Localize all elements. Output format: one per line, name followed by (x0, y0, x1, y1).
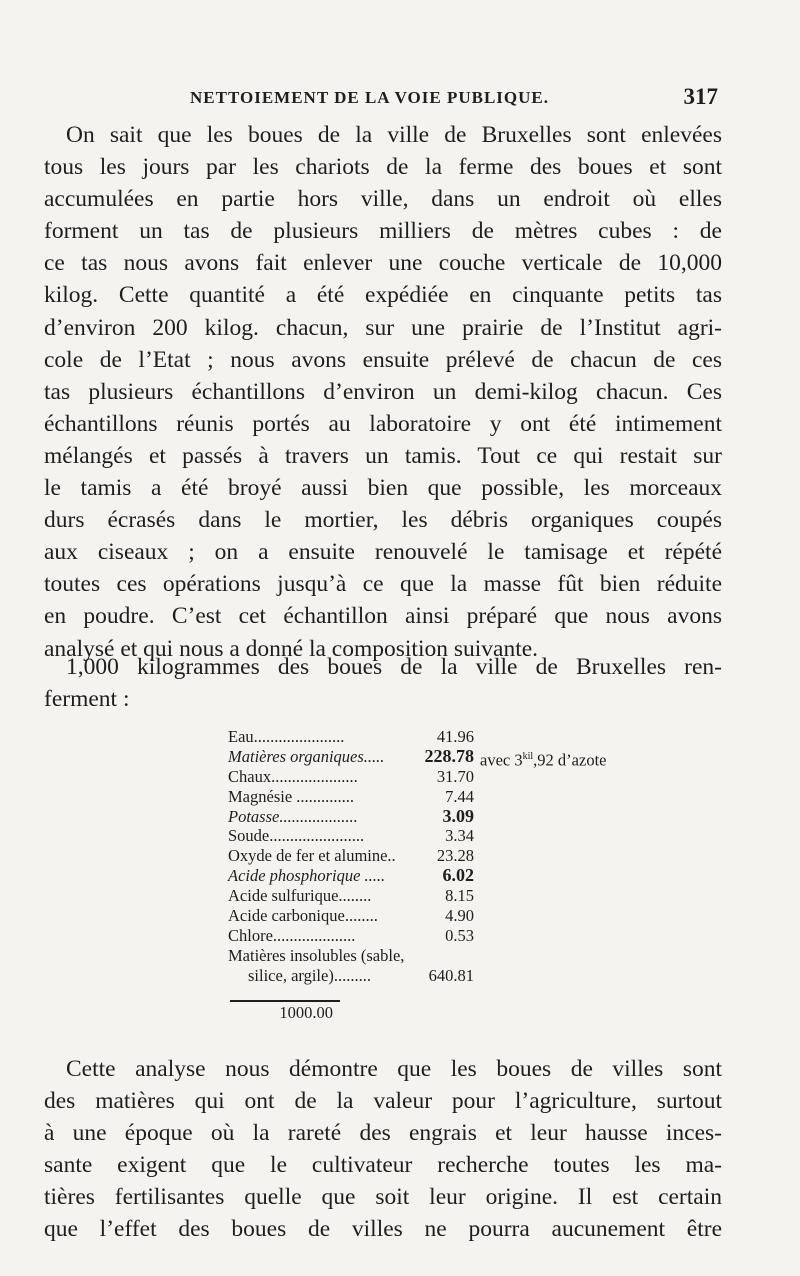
text-line: à une époque où la rareté des engrais et leur hausse inces- (44, 1120, 722, 1147)
table-row (228, 745, 788, 770)
text-line: échantillons réunis portés au laboratoire y ont été intimement (44, 410, 722, 437)
text-line: ferment : (44, 686, 130, 713)
component-label: silice, argile)......... (248, 965, 371, 985)
total-rule (230, 1000, 340, 1002)
text-line: cole de l’Etat ; nous avons ensuite prélevé de chacun de ces (44, 346, 722, 373)
text-line: des matières qui ont de la valeur pour l’agriculture, surtout (44, 1088, 722, 1115)
component-label: Acide carbonique........ (228, 906, 378, 926)
composition-total: 1000.00 (279, 1003, 333, 1022)
text-line: kilog. Cette quantité a été expédiée en cinquante petits tas (44, 282, 722, 309)
table-row (228, 807, 788, 827)
component-value: 640.81 (428, 965, 474, 985)
text-line: accumulées en partie hors ville, dans un endroit où elles (44, 186, 722, 213)
text-line: que l’effet des boues de villes ne pourra aucunement être (44, 1216, 722, 1243)
component-label: Soude....................... (228, 826, 365, 846)
table-row (228, 866, 788, 886)
component-label: Acide sulfurique........ (228, 886, 372, 906)
component-value: 6.02 (442, 865, 474, 886)
text-line: aux ciseaux ; on a ensuite renouvelé le tamisage et répété (44, 539, 722, 566)
component-value: 41.96 (436, 727, 474, 746)
text-line: d’environ 200 kilog. chacun, sur une prairie de l’Institut agri- (44, 314, 722, 341)
text-line: en poudre. C’est cet échantillon ainsi préparé que nous avons (44, 603, 722, 630)
text-line: le tamis a été broyé aussi bien que possible, les morceaux (44, 475, 722, 502)
component-value: 23.28 (436, 846, 474, 866)
nitrogen-note-text: avec 3 (480, 750, 523, 770)
table-row (228, 787, 788, 807)
text-line: analysé et qui nous a donné la composition suivante. (44, 635, 539, 662)
text-line: tous les jours par les chariots de la ferme des boues et sont (44, 154, 722, 181)
paragraph-conclusion (44, 1053, 722, 1246)
text-line: On sait que les boues de la ville de Bruxelles sont enlevées (66, 122, 722, 148)
component-label: Matières insolubles (sable, (228, 945, 405, 965)
component-label: Acide phosphorique ..... (228, 866, 386, 886)
table-row (228, 727, 788, 747)
component-label: Eau...................... (228, 727, 345, 746)
composition-table (228, 727, 788, 986)
paragraph-composition-intro (44, 651, 722, 715)
table-row (228, 926, 788, 946)
component-label: Chaux..................... (228, 766, 358, 786)
component-label: Potasse................... (228, 806, 358, 826)
running-title: NETTOIEMENT DE LA VOIE PUBLIQUE. (190, 88, 550, 107)
component-value: 8.15 (445, 886, 474, 906)
table-row (228, 826, 788, 846)
table-row (228, 906, 788, 926)
component-label: Oxyde de fer et alumine.. (228, 846, 396, 866)
text-line: toutes ces opérations jusqu’à ce que la masse fût bien réduite (44, 571, 722, 598)
nitrogen-note-rest: ,92 d’azote (533, 750, 607, 770)
component-value: 31.70 (436, 766, 474, 786)
component-value: 228.78 (424, 745, 474, 766)
component-label: Chlore.................... (228, 925, 356, 945)
table-row (228, 767, 788, 787)
text-line: tas plusieurs échantillons d’environ un demi-kilog chacun. Ces (44, 378, 722, 405)
component-value: 3.34 (445, 826, 474, 846)
text-line: ce tas nous avons fait enlever une couche verticale de 10,000 (44, 250, 722, 277)
table-row (228, 846, 788, 866)
component-value: 4.90 (445, 906, 474, 926)
text-line: forment un tas de plusieurs milliers de mètres cubes : de (44, 218, 722, 245)
text-line: tières fertilisantes quelle que soit leur origine. Il est certain (44, 1184, 722, 1211)
component-value: 3.09 (442, 805, 474, 826)
text-line: 1,000 kilogrammes des boues de la ville de Bruxelles ren- (66, 654, 722, 680)
component-value: 7.44 (445, 786, 474, 806)
nitrogen-note-unit: kil (522, 750, 534, 762)
paragraph-sampling-method (44, 119, 722, 665)
text-line: mélangés et passés à travers un tamis. Tout ce qui restait sur (44, 442, 722, 469)
table-row (228, 886, 788, 906)
table-row (228, 966, 788, 986)
component-value: 0.53 (445, 925, 474, 945)
text-line: Cette analyse nous démontre que les boues de villes sont (66, 1056, 722, 1082)
page-header (190, 86, 718, 112)
text-line: sante exigent que le cultivateur recherche toutes les ma- (44, 1152, 722, 1179)
text-line: durs écrasés dans le mortier, les débris organiques coupés (44, 507, 722, 534)
table-row (228, 946, 788, 966)
page-number: 317 (683, 84, 718, 109)
component-label: Magnésie .............. (228, 786, 355, 806)
component-label: Matières organiques..... (228, 746, 385, 766)
